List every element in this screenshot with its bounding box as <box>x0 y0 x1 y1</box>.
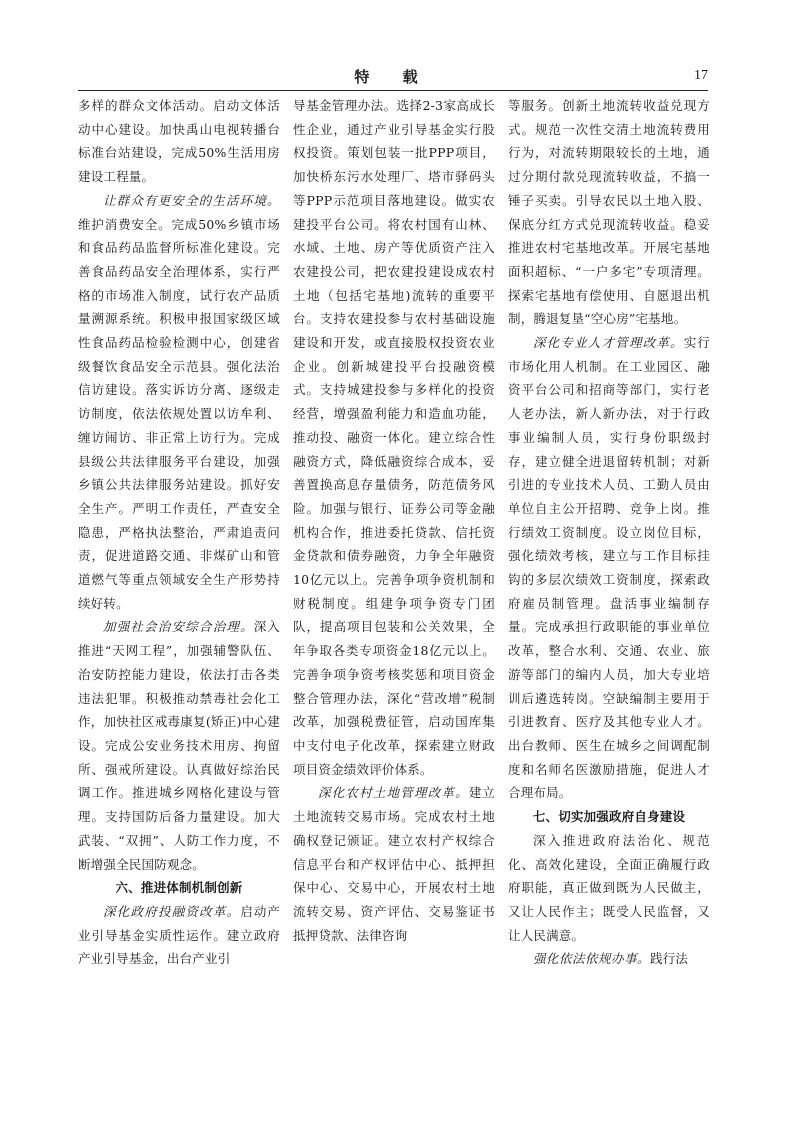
paragraph <box>508 947 710 971</box>
paragraph-lead: 深化农村土地管理改革。 <box>318 785 469 801</box>
paragraph-lead: 强化依法依规办事。 <box>533 951 651 967</box>
section-title: 特 载 <box>354 68 432 86</box>
paragraph-body: 践行法 <box>650 951 689 967</box>
paragraph-body: 深入推进“天网工程”，加强辅警队伍、治安防控能力建设，依法打击各类违法犯罪。积极推动禁毒社会化工作，加快社区戒毒康复(矫正)中心建设。完成公安业务技术用房、拘留所、强戒所建设。认真做好综治民调工作。推进城乡网格化建设与管理。支持国防后备力量建设。加大武装、“双拥”、人防工作力度，不断增强全民国防观念。 <box>78 619 280 872</box>
section-heading: 七、切实加强政府自身建设 <box>532 809 686 825</box>
column-3 <box>508 94 710 1104</box>
paragraph-body: 启动产业引导基金实质性运作。建立政府产业引导基金，出台产业引 <box>78 903 280 967</box>
paragraph: 等服务。创新土地流转收益兑现方式。规范一次性交清土地流转费用行为，对流转期限较长的土地，通过分期付款兑现流转收益，不搞一锤子买卖。引导农民以土地入股、保底分红方式兑现流转收益。稳妥推进农村宅基地改革。开展宅基地面积超标、“一户多宅”专项清理。探索宅基地有偿使用、自愿退出机制，腾退复垦“空心房”宅基地。 <box>508 98 710 327</box>
column-1 <box>78 94 280 1104</box>
paragraph <box>293 781 495 947</box>
paragraph <box>78 615 280 876</box>
paragraph: 深入推进政府法治化、规范化、高效化建设，全面正确履行政府职能，真正做到既为人民做主，又让人民作主；既受人民监督，又让人民满意。 <box>508 832 710 943</box>
paragraph-body: 实行市场化用人机制。在工业园区、融资平台公司和招商等部门，实行老人老办法，新人新办法，对于行政事业编制人员，实行身份职级封存，建立健全进退留转机制；对新引进的专业技术人员、工勤人员由单位自主公开招聘、竞争上岗。推行绩效工资制度。设立岗位目标，强化绩效考核，建立与工作目标挂钩的多层次绩效工资制度，探索政府雇员制管理。盘活事业编制存量。完成承担行政职能的事业单位改革，整合水利、交通、农业、旅游等部门的编内人员，加大专业培训后遴选转岗。空缺编制主要用于引进教育、医疗及其他专业人才。出台教师、医生在城乡之间调配制度和名师名医激励措施，促进人才合理布局。 <box>508 335 710 801</box>
paragraph <box>508 331 710 805</box>
paragraph-body: 维护消费安全。完成50%乡镇市场和食品药品监督所标准化建设。完善食品药品安全治理体系，实行严格的市场准入制度，试行农产品质量溯源系统。积极申报国家级区域性食品药品检验检测中心，创建省级餐饮食品安全示范县。强化法治信访建设。落实诉访分离、逐级走访制度，依法依规处置以访牟利、缠访闹访、非正常上访行为。完成县级公共法律服务平台建设，加强乡镇公共法律服务站建设。抓好安全生产。严明工作责任，严查安全隐患，严格执法整治，严肃追责问责，促进道路交通、非煤矿山和管道燃气等重点领域安全生产形势持续好转。 <box>78 216 280 611</box>
paragraph <box>78 189 280 616</box>
paragraph-body: 建立土地流转交易市场。完成农村土地确权登记颁证。建立农村产权综合信息平台和产权评估中心、抵押担保中心、交易中心，开展农村土地流转交易、资产评估、交易鉴证书抵押贷款、法律咨询 <box>293 785 495 943</box>
column-2 <box>293 94 495 1104</box>
paragraph-lead: 深化专业人才管理改革。 <box>533 335 684 351</box>
paragraph: 多样的群众文体活动。启动文体活动中心建设。加快禹山电视转播台标准台站建设，完成50%生活用房建设工程量。 <box>78 98 280 185</box>
section-heading: 六、推进体制机制创新 <box>115 880 243 896</box>
page-number: 17 <box>694 68 708 83</box>
article-body <box>78 94 710 1104</box>
paragraph: 导基金管理办法。选择2-3家高成长性企业，通过产业引导基金实行股权投资。策划包装一批PPP项目，加快桥东污水处理厂、塔市驿码头等PPP示范项目落地建设。做实农建投平台公司。将农村国有山林、水域、土地、房产等优质资产注入农建投公司，把农建投建设成农村土地（包括宅基地)流转的重要平台。支持农建投参与农村基础设施建设和开发，或直接股权投资农业企业。创新城建投平台投融资模式。支持城建投参与多样化的投资经营，增强盈利能力和造血功能，推动投、融资一体化。建立综合性融资方式，降低融资综合成本，妥善置换高息存量债务，防范债务风险。加强与银行、证券公司等金融机构合作，推进委托贷款、信托资金贷款和债券融资，力争全年融资10亿元以上。完善争项争资机制和财税制度。组建争项争资专门团队，提高项目包装和公关效果，全年争取各类专项资金18亿元以上。完善争项争资考核奖惩和项目资金整合管理办法，深化“营改增”税制改革，加强税费征管，启动国库集中支付电子化改革，探索建立财政项目资金绩效评价体系。 <box>293 98 495 777</box>
paragraph-lead: 深化政府投融资改革。 <box>103 903 241 919</box>
paragraph-lead: 加强社会治安综合治理。 <box>103 619 254 635</box>
paragraph-lead: 让群众有更安全的生活环境。 <box>103 192 280 208</box>
running-header <box>78 60 708 91</box>
paragraph <box>78 900 280 971</box>
